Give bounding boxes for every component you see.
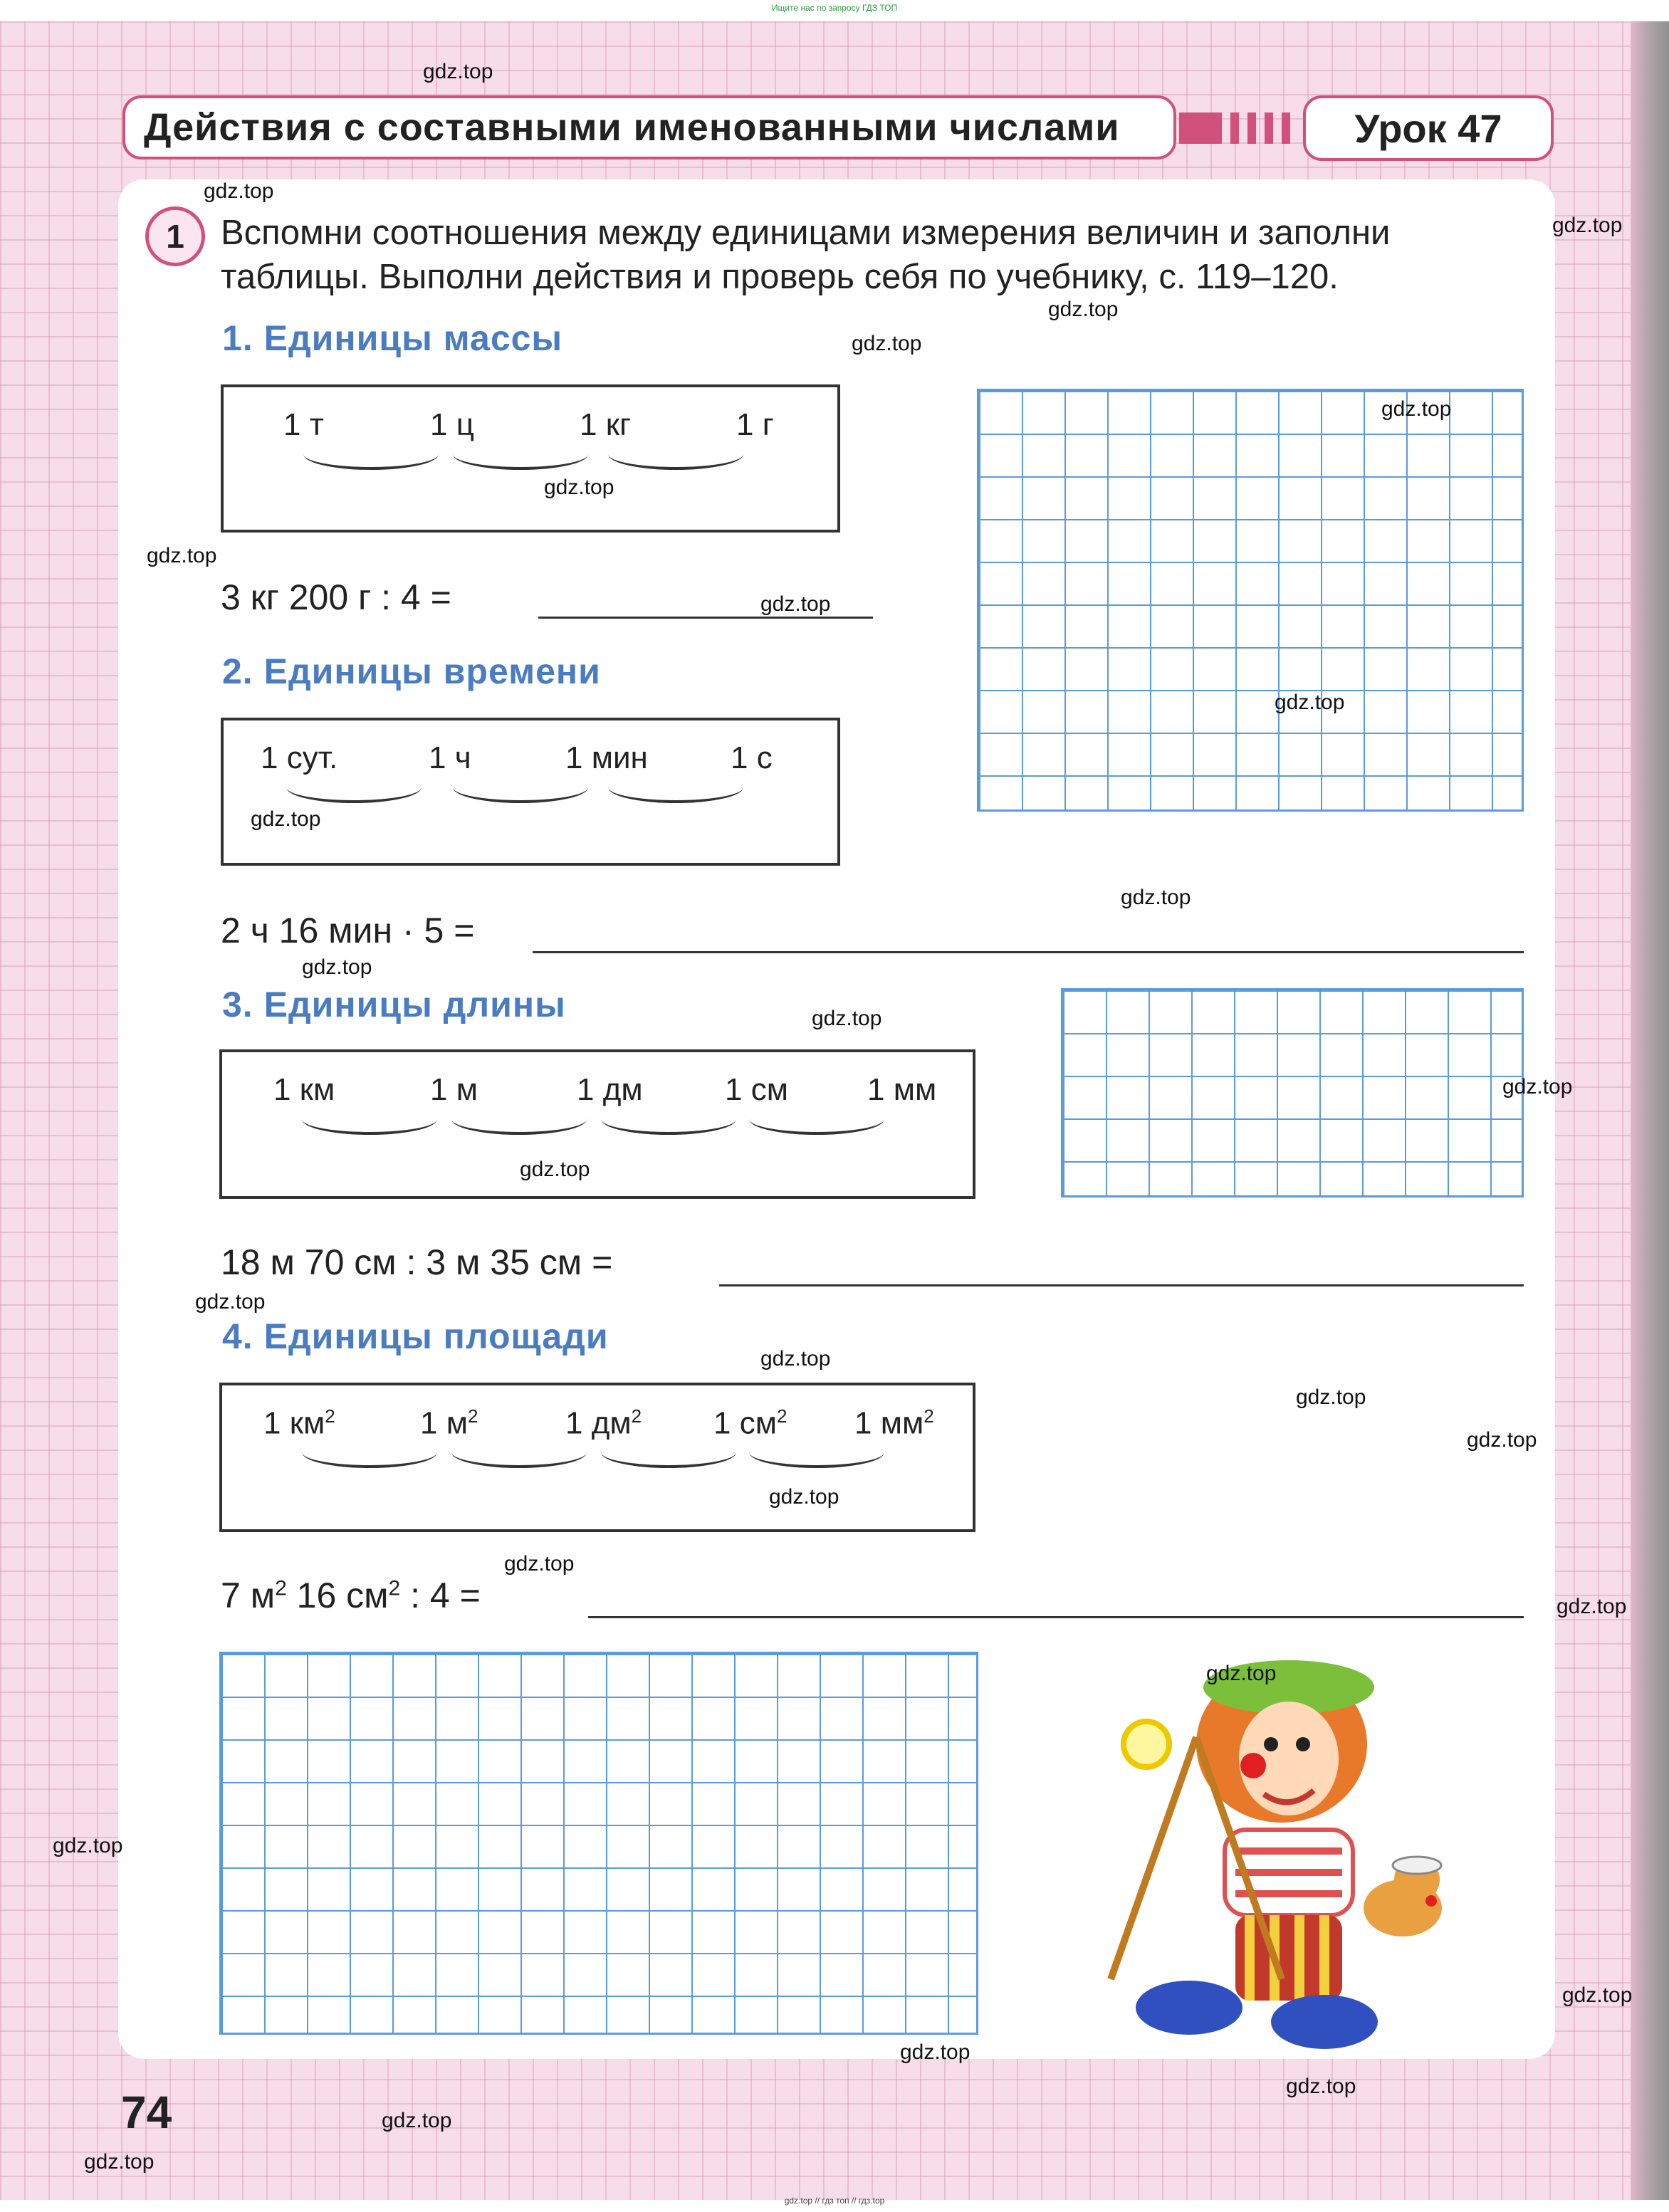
- length-unit-5: 1 мм: [867, 1072, 937, 1107]
- mass-arc-2: [453, 439, 588, 470]
- time-unit-3: 1 мин: [565, 740, 648, 775]
- mass-grid: [977, 389, 1524, 812]
- mass-units-table: [221, 384, 840, 533]
- task-text: Вспомни соотношения между единицами измерения величин и заполни таблицы. Выполни действия и проверь себя по учебнику, с. 119–120.: [221, 214, 1391, 296]
- mass-expression: 3 кг 200 г : 4 =: [221, 577, 451, 617]
- watermark: gdz.top: [1048, 298, 1119, 321]
- time-unit-2: 1 ч: [429, 740, 471, 775]
- time-answer-line: [533, 951, 1524, 953]
- length-unit-1: 1 км: [273, 1072, 335, 1107]
- length-arc-1: [302, 1104, 437, 1135]
- watermark: gdz.top: [1296, 1385, 1366, 1409]
- length-unit-4: 1 см: [725, 1072, 788, 1107]
- length-answer-line: [719, 1284, 1524, 1286]
- section-title-time: 2. Единицы времени: [222, 651, 601, 691]
- length-arc-4: [749, 1104, 884, 1135]
- task-number: 1: [145, 206, 205, 266]
- watermark: gdz.top: [760, 1347, 831, 1370]
- area-unit-3: 1 $дм^2$: [565, 1405, 642, 1441]
- area-unit-2: 1 $м^2$: [420, 1405, 478, 1441]
- mass-answer-line: [538, 617, 873, 619]
- clown-illustration: [1082, 1652, 1510, 2050]
- mass-arc-1: [303, 439, 439, 470]
- watermark: gdz.top: [544, 476, 614, 499]
- watermark: gdz.top: [204, 179, 274, 203]
- length-grid: [1061, 988, 1524, 1197]
- section-title-area: 4. Единицы площади: [222, 1316, 609, 1356]
- topic-title: Действия с составными именованными числами: [122, 95, 1176, 159]
- time-arc-2: [453, 772, 588, 803]
- length-expression: 18 м 70 см : 3 м 35 см =: [221, 1242, 613, 1282]
- watermark: gdz.top: [900, 2040, 970, 2064]
- watermark: gdz.top: [1562, 1983, 1633, 2007]
- watermark: gdz.top: [1275, 691, 1345, 714]
- lesson-label: Урок 47: [1303, 95, 1554, 161]
- length-units-table: [219, 1049, 975, 1199]
- top-note: Ищите нас по запросу ГДЗ ТОП: [771, 3, 898, 13]
- watermark: gdz.top: [84, 2150, 155, 2174]
- watermark: gdz.top: [1206, 1662, 1277, 1685]
- watermark: gdz.top: [53, 1834, 123, 1857]
- watermark: gdz.top: [1552, 214, 1623, 237]
- area-answer-line: [588, 1616, 1524, 1618]
- watermark: gdz.top: [302, 955, 372, 979]
- watermark: gdz.top: [769, 1485, 839, 1509]
- time-arc-1: [286, 772, 422, 803]
- section-title-mass: 1. Единицы массы: [222, 318, 563, 358]
- title-stripes: [1179, 112, 1293, 144]
- time-expression: 2 ч 16 мин · 5 =: [221, 911, 475, 950]
- area-unit-4: 1 $см^2$: [713, 1405, 788, 1441]
- area-expression: 7 $м^2$ 16 $см^2$ : 4 =: [221, 1576, 481, 1615]
- length-arc-3: [601, 1104, 736, 1135]
- watermark: gdz.top: [812, 1007, 882, 1030]
- book-spine: [1631, 21, 1669, 2200]
- watermark: gdz.top: [852, 332, 922, 355]
- watermark: gdz.top: [1502, 1075, 1573, 1099]
- area-units-table: [219, 1383, 975, 1532]
- area-unit-1: 1 $км^2$: [263, 1405, 335, 1441]
- mass-unit-3: 1 кг: [580, 407, 631, 442]
- sun-icon: [1124, 1721, 1169, 1767]
- mass-unit-4: 1 г: [736, 407, 774, 442]
- time-unit-4: 1 с: [731, 740, 773, 775]
- time-arc-3: [608, 772, 743, 803]
- mass-unit-1: 1 т: [283, 407, 324, 442]
- watermark: gdz.top: [251, 807, 321, 831]
- page-number: 74: [121, 2087, 172, 2138]
- watermark: gdz.top: [423, 60, 493, 83]
- watermark: gdz.top: [760, 592, 831, 616]
- watermark: gdz.top: [195, 1290, 266, 1314]
- area-arc-4: [749, 1437, 884, 1468]
- length-unit-3: 1 дм: [577, 1072, 643, 1107]
- area-arc-1: [302, 1437, 437, 1468]
- area-arc-2: [451, 1437, 587, 1468]
- watermark: gdz.top: [1381, 397, 1452, 421]
- area-unit-5: 1 $мм^2$: [854, 1405, 934, 1441]
- length-arc-2: [451, 1104, 587, 1135]
- area-arc-3: [601, 1437, 736, 1468]
- mass-unit-2: 1 ц: [430, 407, 474, 442]
- watermark: gdz.top: [504, 1552, 575, 1576]
- time-unit-1: 1 сут.: [261, 740, 338, 775]
- watermark: gdz.top: [382, 2109, 452, 2132]
- watermark: gdz.top: [1286, 2075, 1356, 2098]
- watermark: gdz.top: [1556, 1595, 1627, 1618]
- watermark: gdz.top: [1121, 886, 1191, 909]
- section-title-length: 3. Единицы длины: [222, 985, 566, 1024]
- watermark: gdz.top: [147, 544, 217, 567]
- mass-arc-3: [608, 439, 743, 470]
- length-unit-2: 1 м: [430, 1072, 478, 1107]
- bottom-note: gdz.top // гдз топ // гдз.top: [784, 2196, 885, 2206]
- time-units-table: [221, 718, 840, 866]
- area-grid: [219, 1652, 978, 2035]
- watermark: gdz.top: [1467, 1428, 1537, 1452]
- watermark: gdz.top: [520, 1158, 590, 1181]
